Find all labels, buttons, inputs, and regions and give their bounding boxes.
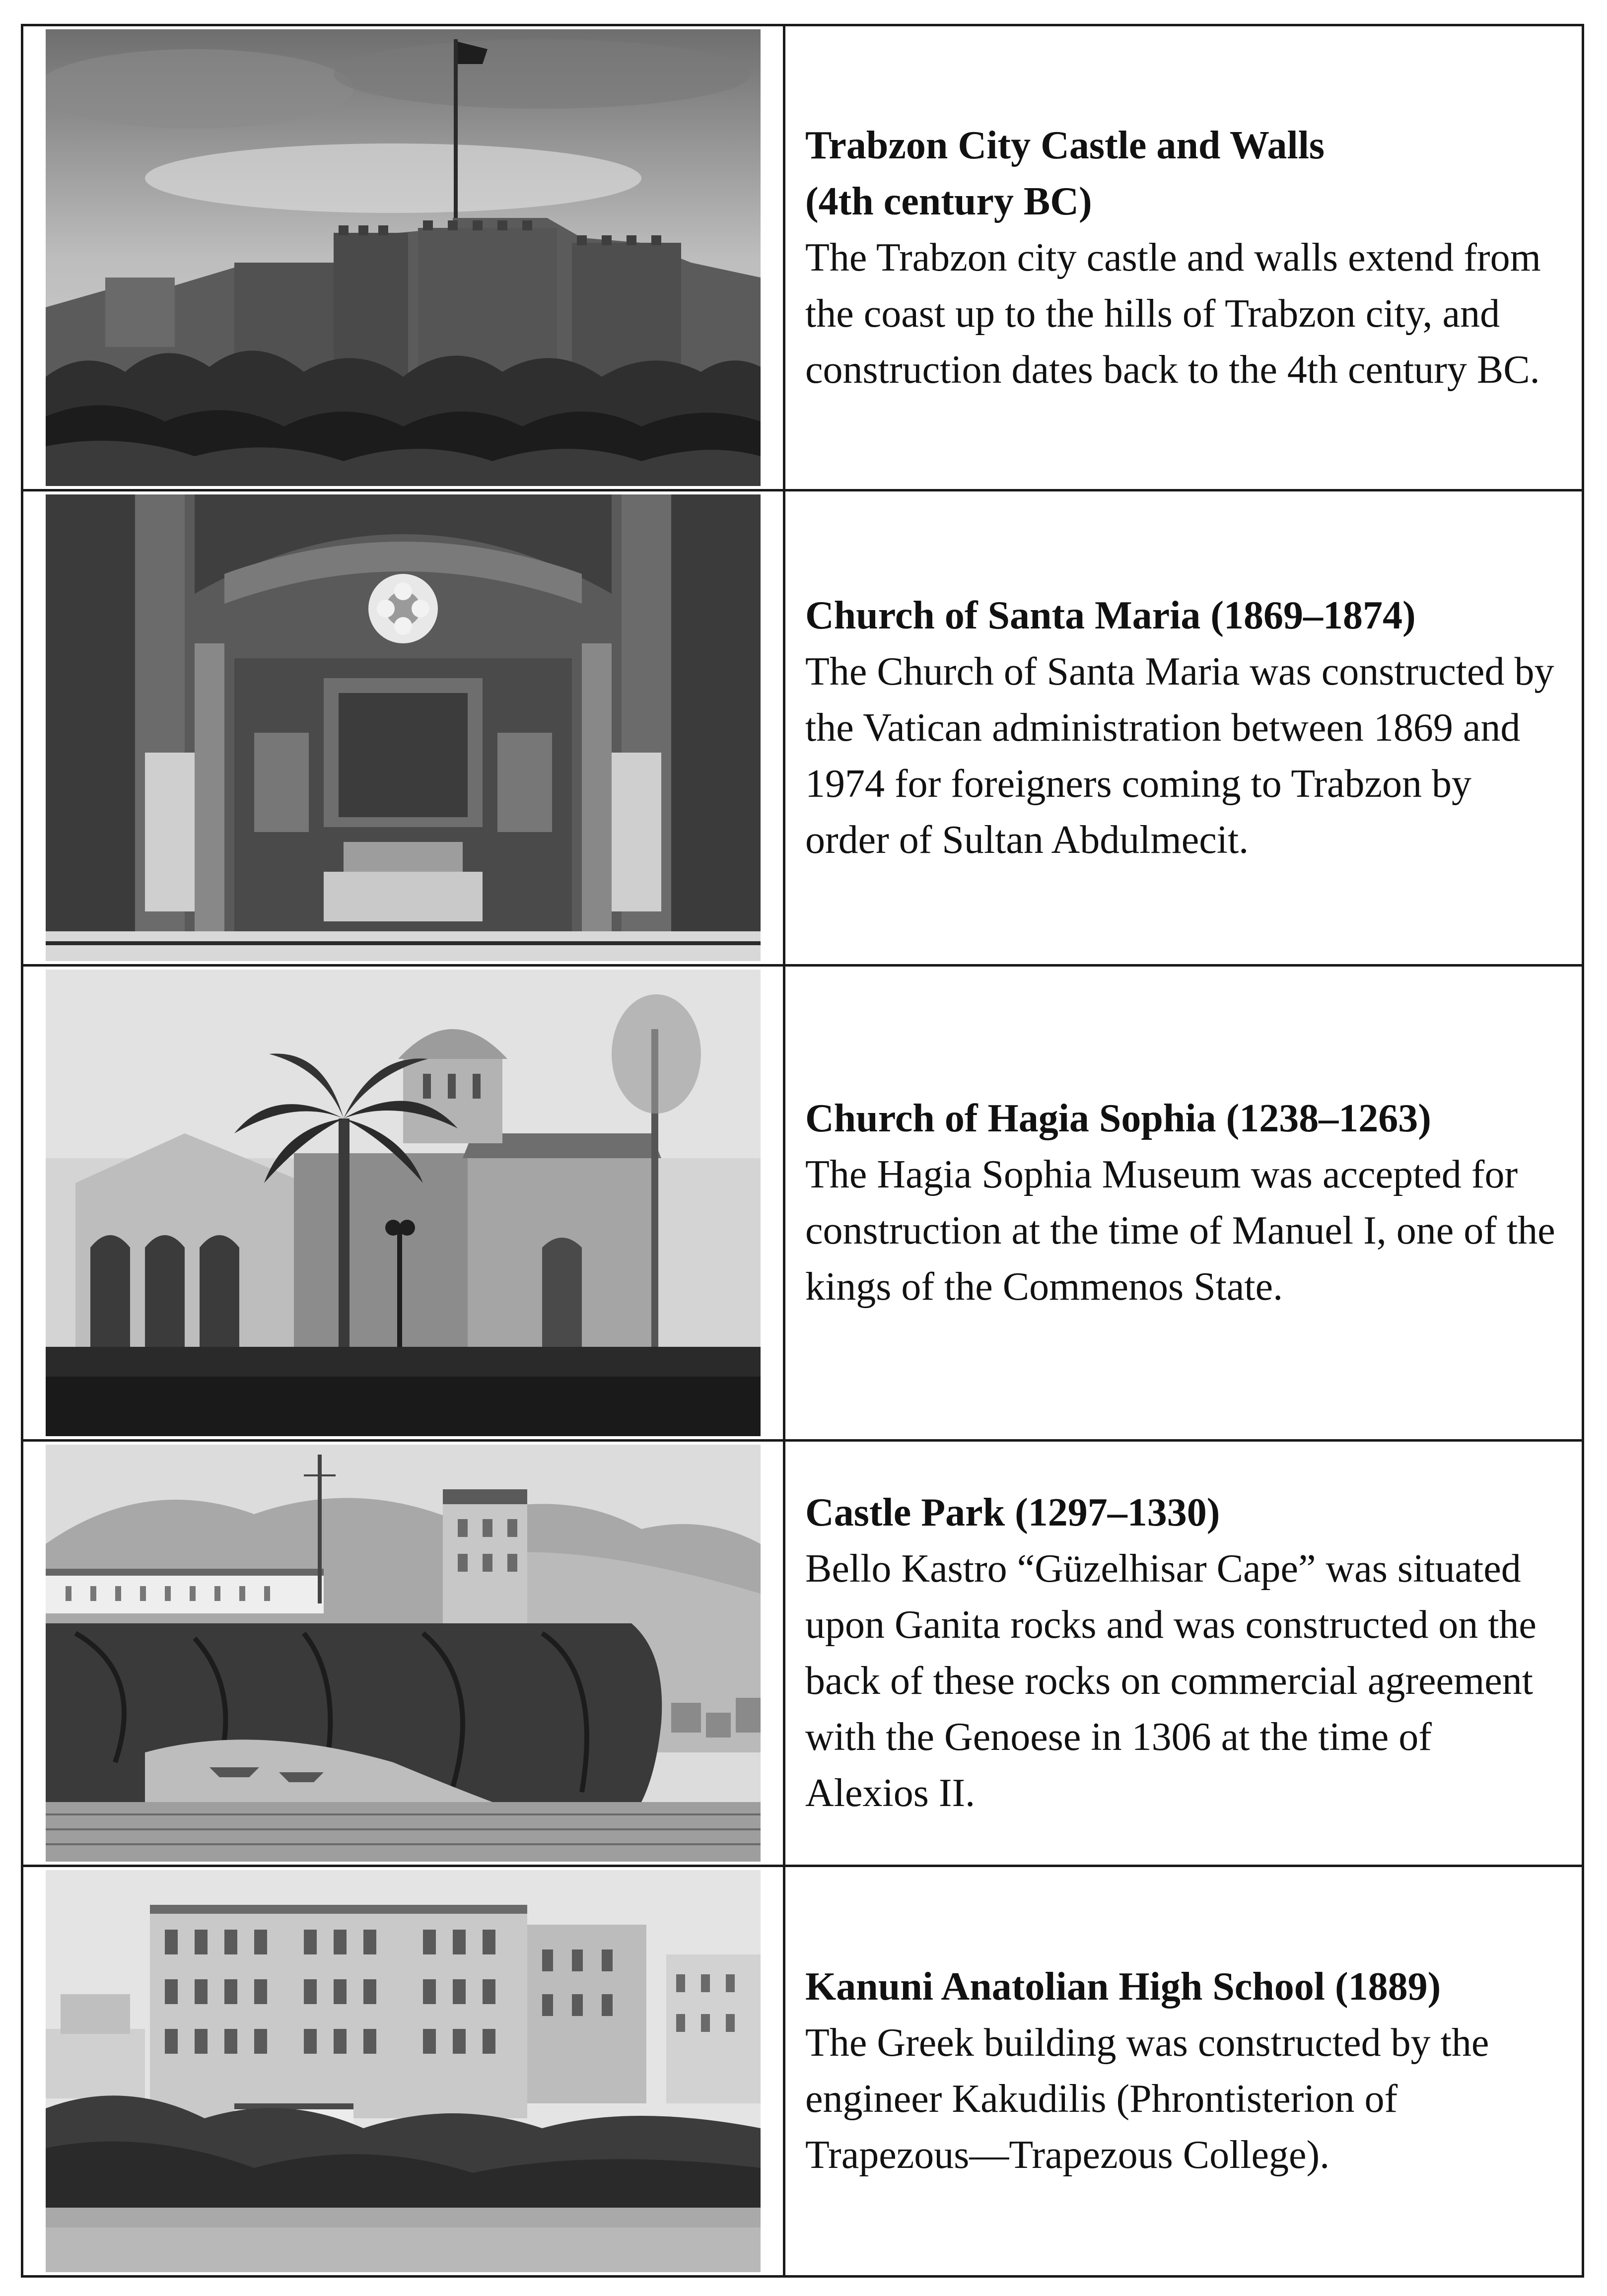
entry-title: Trabzon City Castle and Walls (4th century BC) xyxy=(805,123,1325,223)
table-row xyxy=(22,966,1583,1441)
entry-title: Castle Park (1297–1330) xyxy=(805,1491,1220,1534)
image-cell xyxy=(22,1866,784,2277)
entry-description: Bello Kastro “Güzelhisar Cape” was situated upon Ganita rocks and was constructed on the back of these rocks on commercial agreement with the Genoese in 1306 at the time of Alexios II. xyxy=(805,1547,1537,1815)
hagia-sophia-photo xyxy=(46,970,761,1436)
text-cell xyxy=(784,490,1583,966)
entry-description: The Hagia Sophia Museum was accepted for construction at the time of Manuel I, one of the kings of the Commenos State. xyxy=(805,1153,1555,1309)
table-row xyxy=(22,25,1583,490)
heritage-sites-table xyxy=(21,24,1584,2278)
table-row xyxy=(22,1866,1583,2277)
text-cell xyxy=(784,966,1583,1441)
entry-title: Church of Hagia Sophia (1238–1263) xyxy=(805,1097,1431,1140)
text-cell xyxy=(784,1441,1583,1866)
table-row xyxy=(22,1441,1583,1866)
church-interior-photo xyxy=(46,494,761,961)
entry-title: Church of Santa Maria (1869–1874) xyxy=(805,593,1416,637)
image-cell xyxy=(22,490,784,966)
table-row xyxy=(22,490,1583,966)
entry-description: The Church of Santa Maria was constructed by the Vatican administration between 1869 and 1974 for foreigners coming to Trabzon by order of Sultan Abdulmecit. xyxy=(805,649,1554,862)
entry-title: Kanuni Anatolian High School (1889) xyxy=(805,1965,1441,2009)
castle-walls-photo xyxy=(46,29,761,486)
castle-park-engraving xyxy=(46,1445,761,1862)
text-cell xyxy=(784,25,1583,490)
image-cell xyxy=(22,1441,784,1866)
entry-description: The Trabzon city castle and walls extend from the coast up to the hills of Trabzon city, and construction dates back to the 4th century BC. xyxy=(805,235,1541,392)
image-cell xyxy=(22,966,784,1441)
image-cell xyxy=(22,25,784,490)
entry-description: The Greek building was constructed by the engineer Kakudilis (Phrontisterion of Trapezous—Trapezous College). xyxy=(805,2021,1489,2177)
high-school-photo xyxy=(46,1870,761,2272)
text-cell xyxy=(784,1866,1583,2277)
